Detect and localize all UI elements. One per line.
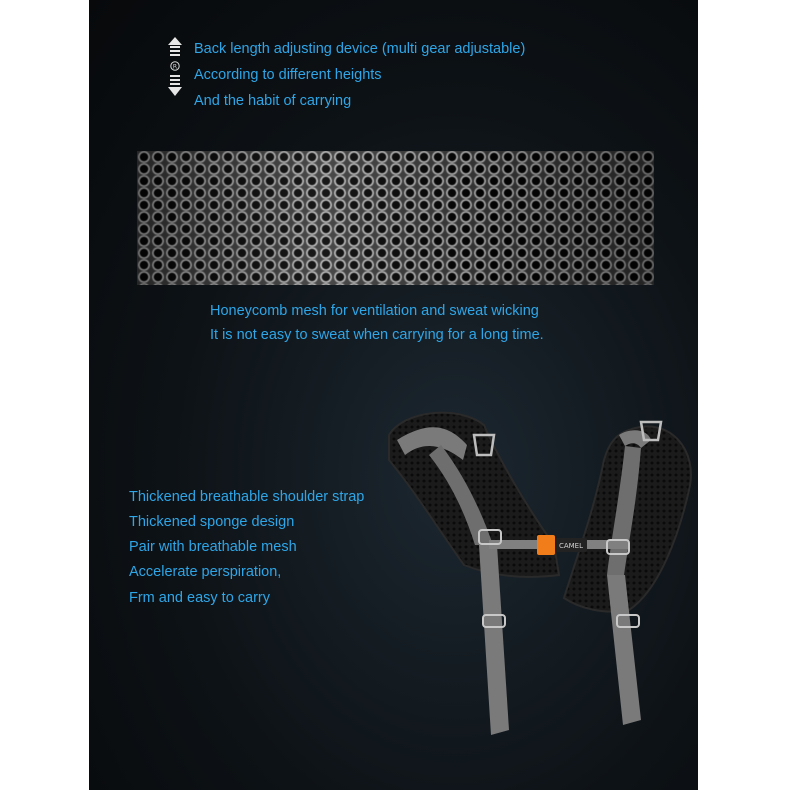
buckle-brand-text: CAMEL (558, 542, 584, 550)
adjust-line-2: According to different heights (194, 67, 382, 83)
strap-line-3: Pair with breathable mesh (129, 539, 297, 555)
shoulder-strap-harness-image (379, 400, 698, 760)
strap-line-1: Thickened breathable shoulder strap (129, 489, 365, 505)
honeycomb-mesh-image (137, 151, 654, 285)
strap-line-4: Accelerate perspiration, (129, 564, 282, 580)
adjust-line-1: Back length adjusting device (multi gear adjustable) (194, 41, 526, 57)
up-down-adjust-arrows-icon (166, 36, 184, 98)
svg-text:R: R (172, 63, 178, 71)
mesh-line-1: Honeycomb mesh for ventilation and sweat wicking (210, 303, 539, 319)
adjust-line-3: And the habit of carrying (194, 93, 352, 109)
mesh-line-2: It is not easy to sweat when carrying for a long time. (210, 327, 544, 343)
product-detail-panel (89, 0, 698, 790)
strap-line-5: Frm and easy to carry (129, 590, 271, 606)
strap-line-2: Thickened sponge design (129, 514, 295, 530)
